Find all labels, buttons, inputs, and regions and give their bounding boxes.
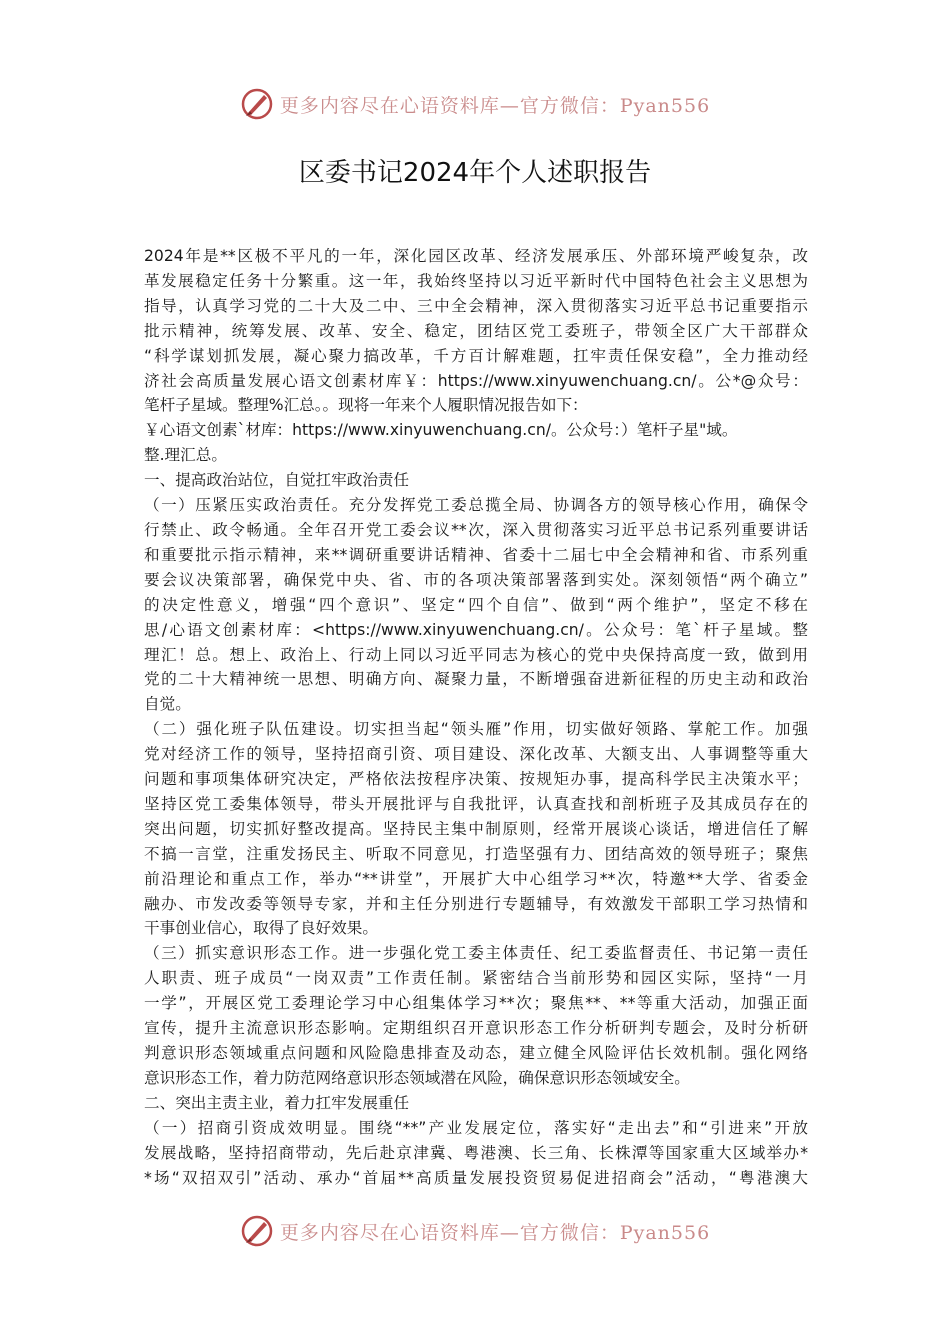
- body-line: 问题和事项集体研究决定，严格依法按程序决策、按规矩办事，提高科学民主决策水平；: [144, 770, 808, 789]
- watermark-text: 更多内容尽在心语资料库—官方微信：Pyan556: [279, 94, 711, 117]
- body-line: 意识形态工作，着力防范网络意识形态领域潜在风险，确保意识形态领域安全。: [144, 1068, 690, 1087]
- body-line: 革发展稳定任务十分繁重。这一年，我始终坚持以习近平新时代中国特色社会主义思想为: [144, 271, 808, 290]
- body-line: 批示精神，统筹发展、改革、安全、稳定，团结区党工委班子，带领全区广大干部群众: [144, 321, 808, 340]
- body-line: 党的二十大精神统一思想、明确方向、凝聚力量，不断增强奋进新征程的历史主动和政治: [144, 670, 808, 689]
- watermark-banner-bottom: [0, 1211, 950, 1251]
- body-line: “科学谋划抓发展，凝心聚力搞改革，千方百计解难题，扛牢责任保安稳”，全力推动经: [144, 346, 808, 365]
- body-line: *场“双招双引”活动、承办“首届**高质量发展投资贸易促进招商会”活动，“粤港澳大: [144, 1168, 808, 1187]
- body-line: 和重要批示指示精神，来**调研重要讲话精神、省委十二届七中全会精神和省、市系列重: [144, 545, 808, 564]
- body-line: 人职责、班子成员“一岗双责”工作责任制。紧密结合当前形势和园区实际，坚持“一月: [144, 969, 808, 988]
- body-line: 自觉。: [144, 695, 191, 714]
- body-line: 行禁止、政令畅通。全年召开党工委会议**次，深入贯彻落实习近平总书记系列重要讲话: [144, 520, 808, 539]
- body-line: ￥心语文创素`材库：https://www.xinyuwenchuang.cn/。公众号：）笔杆子星"域。: [144, 421, 738, 440]
- body-line: 判意识形态领域重点问题和风险隐患排查及动态，建立健全风险评估长效机制。强化网络: [144, 1044, 808, 1062]
- watermark-banner-top: [0, 84, 950, 124]
- body-line: 思/心语文创素材库：<https://www.xinyuwenchuang.cn/。公众号：笔`杆子星域。整: [144, 620, 808, 639]
- body-line: （三）抓实意识形态工作。进一步强化党工委主体责任、纪工委监督责任、书记第一责任: [144, 944, 808, 963]
- body-line: 济社会高质量发展心语文创素材库￥：https://www.xinyuwenchuang.cn/。公*@众号：: [144, 371, 808, 390]
- body-line: （一）招商引资成效明显。围绕“**”产业发展定位，落实好“走出去”和“引进来”开放: [144, 1118, 808, 1137]
- pen-nib-circle-icon: [240, 1214, 274, 1248]
- body-line: 宣传，提升主流意识形态影响。定期组织召开意识形态工作分析研判专题会，及时分析研: [144, 1019, 808, 1038]
- body-line: 一学”，开展区党工委理论学习中心组集体学习**次；聚焦**、**等重大活动，加强正面: [144, 994, 808, 1013]
- body-line: 不搞一言堂，注重发扬民主、听取不同意见，打造坚强有力、团结高效的领导班子；聚焦: [144, 844, 808, 863]
- section-heading: 一、提高政治站位，自觉扛牢政治责任: [144, 471, 410, 490]
- body-line: （二）强化班子队伍建设。切实担当起“领头雁”作用，切实做好领路、掌舵工作。加强: [144, 720, 808, 739]
- body-line: 突出问题，切实抓好整改提高。坚持民主集中制原则，经常开展谈心谈话，增进信任了解: [144, 819, 808, 838]
- document-body: [144, 244, 808, 1190]
- body-line: 理汇！总。想上、政治上、行动上同以习近平同志为核心的党中央保持高度一致，做到用: [144, 645, 808, 664]
- body-line: 整.理汇总。: [144, 446, 227, 465]
- body-line: 要会议决策部署，确保党中央、省、市的各项决策部署落到实处。深刻领悟“两个确立”: [144, 570, 808, 589]
- body-line: 干事创业信心，取得了良好效果。: [144, 919, 378, 938]
- body-line: 前沿理论和重点工作，举办“**讲堂”，开展扩大中心组学习**次，特邀**大学、省委金: [144, 869, 808, 888]
- pen-nib-circle-icon: [240, 87, 274, 121]
- body-line: 坚持区党工委集体领导，带头开展批评与自我批评，认真查找和剖析班子及其成员存在的: [144, 794, 808, 813]
- body-line: 笔杆子星域。整理%汇总。。现将一年来个人履职情况报告如下：: [144, 396, 588, 415]
- body-line: 2024年是**区极不平凡的一年，深化园区改革、经济发展承压、外部环境严峻复杂，改: [144, 247, 808, 265]
- document-title: 区委书记2024年个人述职报告: [298, 158, 652, 188]
- body-line: 发展战略，坚持招商带动，先后赴京津冀、粤港澳、长三角、长株潭等国家重大区域举办*: [144, 1143, 808, 1162]
- body-line: 党对经济工作的领导，坚持招商引资、项目建设、深化改革、大额支出、人事调整等重大: [144, 745, 808, 764]
- watermark-text: 更多内容尽在心语资料库—官方微信：Pyan556: [279, 1221, 711, 1244]
- body-line: 指导，认真学习党的二十大及二中、三中全会精神，深入贯彻落实习近平总书记重要指示: [144, 296, 808, 315]
- body-line: 的决定性意义，增强“四个意识”、坚定“四个自信”、做到“两个维护”，坚定不移在: [144, 595, 808, 614]
- body-line: （一）压紧压实政治责任。充分发挥党工委总揽全局、协调各方的领导核心作用，确保令: [144, 496, 808, 515]
- body-line: 融办、市发改委等领导专家，并和主任分别进行专题辅导，有效激发干部职工学习热情和: [144, 894, 808, 913]
- section-heading: 二、突出主责主业，着力扛牢发展重任: [144, 1093, 410, 1112]
